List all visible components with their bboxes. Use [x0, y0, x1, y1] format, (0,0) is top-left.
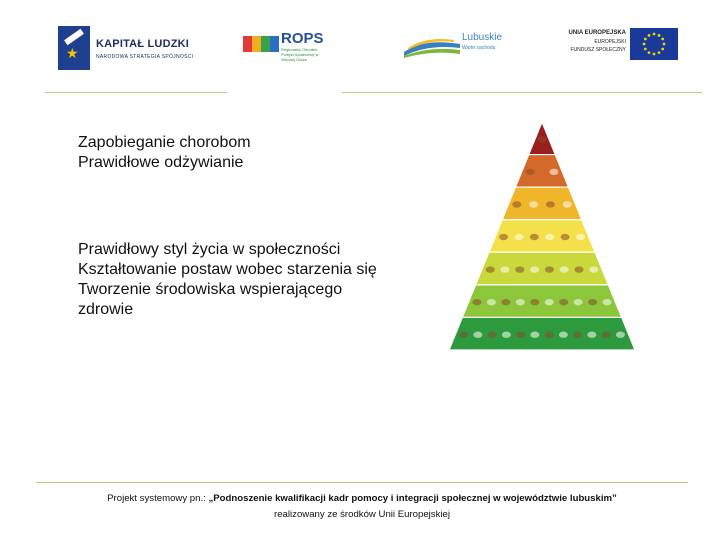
lubuskie-logo — [404, 30, 514, 62]
food-item-icon — [516, 299, 525, 305]
footer-project-title: „Podnoszenie kwalifikacji kadr pomocy i integracji społecznej w województwie lubuskim” — [208, 493, 617, 504]
lubuskie-title: Lubuskie — [462, 32, 503, 43]
food-item-icon — [502, 332, 511, 338]
food-item-icon — [488, 332, 497, 338]
food-item-icon — [530, 234, 539, 240]
rops-subtitle: Regionalny Ośrodek Polityki Społecznej w Zielonej Górze — [281, 47, 319, 62]
eu-star — [643, 43, 646, 46]
food-item-icon — [616, 332, 625, 338]
footer-divider — [36, 482, 688, 483]
eu-star — [661, 48, 664, 51]
pyramid-level — [476, 252, 609, 285]
content-line: Zapobieganie chorobom — [78, 134, 251, 151]
eu-line1: UNIA EUROPEJSKA — [568, 30, 626, 36]
header-divider-left — [45, 92, 227, 93]
footer-line-1 — [36, 491, 688, 507]
food-item-icon — [587, 332, 596, 338]
header-divider-right — [342, 92, 702, 93]
eu-line3: FUNDUSZ SPOŁECZNY — [570, 47, 626, 53]
eu-star — [663, 43, 666, 46]
eu-star — [648, 34, 651, 37]
content-block-1 — [78, 133, 251, 173]
food-item-icon — [512, 201, 521, 207]
food-item-icon — [516, 332, 525, 338]
pyramid-level — [462, 285, 621, 318]
food-item-icon — [545, 332, 554, 338]
pyramid-level — [515, 155, 568, 188]
content-line: zdrowie — [78, 301, 134, 318]
kapital-ludzki-logo — [58, 26, 218, 70]
lubuskie-swoosh-icon — [404, 36, 460, 58]
kapital-ludzki-title: KAPITAŁ LUDZKI — [96, 38, 190, 50]
food-item-icon — [538, 136, 547, 142]
eu-line2: EUROPEJSKI — [594, 39, 626, 45]
food-item-icon — [501, 299, 510, 305]
kapital-ludzki-subtitle: NARODOWA STRATEGIA SPÓJNOŚCI — [96, 54, 194, 60]
food-item-icon — [588, 299, 597, 305]
star-icon: ★ — [66, 45, 79, 61]
food-item-icon — [574, 266, 583, 272]
eu-star — [653, 53, 656, 56]
eu-star — [644, 48, 647, 51]
food-item-icon — [515, 266, 524, 272]
food-item-icon — [560, 266, 569, 272]
food-item-icon — [574, 299, 583, 305]
food-item-icon — [602, 332, 611, 338]
food-item-icon — [459, 332, 468, 338]
food-item-icon — [472, 299, 481, 305]
people-figures-icon — [243, 36, 279, 54]
food-item-icon — [603, 299, 612, 305]
content-line: Kształtowanie postaw wobec starzenia się — [78, 261, 377, 278]
content-line: Prawidłowy styl życia w społeczności — [78, 241, 341, 258]
eu-star — [653, 33, 656, 36]
footer-line-2: realizowany ze środków Unii Europejskiej — [274, 509, 450, 520]
food-item-icon — [589, 266, 598, 272]
food-item-icon — [487, 299, 496, 305]
food-item-icon — [545, 299, 554, 305]
food-item-icon — [559, 332, 568, 338]
food-item-icon — [499, 234, 508, 240]
food-item-icon — [530, 266, 539, 272]
food-item-icon — [501, 266, 510, 272]
food-item-icon — [573, 332, 582, 338]
food-item-icon — [526, 169, 535, 175]
food-item-icon — [545, 266, 554, 272]
food-item-icon — [545, 234, 554, 240]
eu-star — [648, 51, 651, 54]
food-item-icon — [576, 234, 585, 240]
rops-title: ROPS — [281, 30, 324, 47]
food-item-icon — [530, 332, 539, 338]
food-item-icon — [549, 169, 558, 175]
food-item-icon — [563, 201, 572, 207]
lubuskie-subtitle: Warte zachodu — [462, 45, 496, 51]
food-item-icon — [546, 201, 555, 207]
logo-bar — [0, 0, 720, 90]
food-item-icon — [486, 266, 495, 272]
food-item-icon — [530, 299, 539, 305]
eu-logo — [562, 28, 682, 64]
content-line: Prawidłowe odżywianie — [78, 154, 244, 171]
food-item-icon — [514, 234, 523, 240]
content-block-2 — [78, 240, 423, 320]
content-line: Tworzenie środowiska wspierającego — [78, 281, 343, 298]
eu-star — [661, 38, 664, 41]
eu-star — [658, 34, 661, 37]
footer — [36, 491, 688, 523]
food-item-icon — [559, 299, 568, 305]
food-item-icon — [529, 201, 538, 207]
rops-logo — [243, 30, 333, 66]
eu-flag-icon — [630, 28, 678, 60]
eu-star — [658, 51, 661, 54]
footer-prefix: Projekt systemowy pn.: — [107, 493, 209, 504]
eu-star — [644, 38, 647, 41]
food-pyramid-image — [447, 118, 637, 354]
food-item-icon — [473, 332, 482, 338]
food-item-icon — [561, 234, 570, 240]
